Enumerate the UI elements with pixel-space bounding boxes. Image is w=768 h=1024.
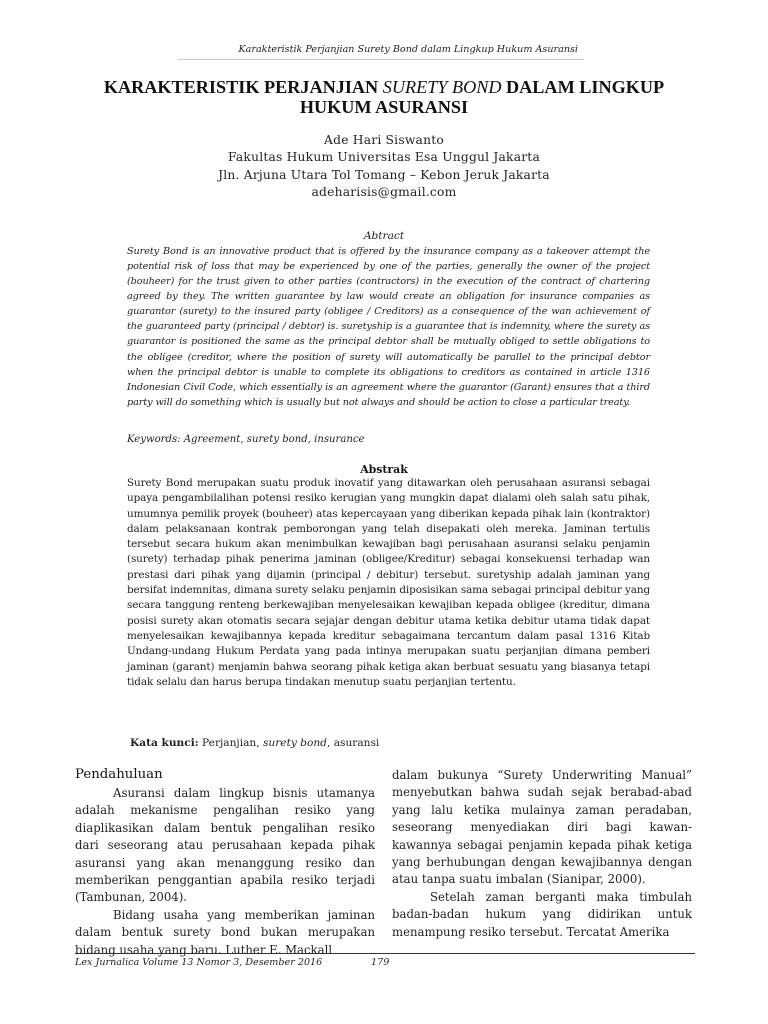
header-rule: [178, 59, 584, 60]
abstract-en-text: Surety Bond is an innovative product that is offered by the insurance company as a takeover attempt the potential risk of loss that may be experienced by one of the parties, generally the owner of the project (bouheer) for the trust given to other parties (contractors) in the execution of the contract of chartering agreed by they. The written guarantee by law would create an obligation for insurance companies as guarantor (surety) to the insured party (obligee / Creditors) as a consequence of the wan achievement of the guaranteed party (principal / debtor) is. suretyship is a guarantee that is indemnity, where the surety as guarantor is positioned the same as the principal debtor shall be mutually obliged to settle obligations to the obligee (creditor, where the position of surety will automatically be parallel to the principal debtor when the principal debtor is unable to complete its obligations to creditors as contained in article 1316 Indonesian Civil Code, which essentially is an agreement where the guarantor (Garant) ensures that a third party will do something which is usually but not always and should be action to close a particular treaty.: [127, 246, 650, 408]
footer-rule: [75, 953, 695, 954]
title-part1: KARAKTERISTIK PERJANJIAN: [103, 77, 383, 97]
title-line2: HUKUM ASURANSI: [299, 97, 469, 117]
keywords-en: Keywords: Agreement, surety bond, insurance: [127, 434, 365, 445]
body-column-left: [75, 765, 375, 959]
title-part2: DALAM LINGKUP: [501, 77, 665, 97]
author-name: Ade Hari Siswanto: [324, 133, 444, 147]
kata-kunci-label: Kata kunci:: [130, 737, 199, 749]
right-paragraph-1: dalam bukunya “Surety Underwriting Manual” menyebutkan bahwa sudah sejak berabad-abad yang lalu ketika mulainya zaman peradaban, seseorang menyediakan diri bagi kawan-kawannya sebagai penjamin kepada pihak ketiga yang berhubungan dengan kewajibannya dengan atau tanpa suatu imbalan (Sianipar, 2000).: [392, 768, 692, 887]
body-column-right: [392, 767, 692, 941]
left-paragraph-2: Bidang usaha yang memberikan jaminan dalam bentuk surety bond bukan merupakan bidang usaha yang baru. Luther E. Mackall: [75, 907, 375, 957]
section-heading-pendahuluan: Pendahuluan: [75, 767, 163, 782]
kata-kunci-2: surety bond: [262, 737, 327, 749]
running-header: Karakteristik Perjanjian Surety Bond dalam Lingkup Hukum Asuransi: [238, 44, 578, 55]
kata-kunci: [130, 737, 650, 749]
author-email: adeharisis@gmail.com: [311, 184, 457, 199]
abstrak-heading: Abstrak: [360, 463, 408, 476]
abstrak-text: Surety Bond merupakan suatu produk inovatif yang ditawarkan oleh perusahaan asuransi sebagai upaya pengambilalihan potensi resiko kerugian yang mungkin dapat dialami oleh salah satu pihak, umumnya pemilik proyek (bouheer) atas kepercayaan yang diberikan kepada pihak lain (kontraktor) dalam pelaksanaan kontrak pemborongan yang telah disepakati oleh mereka. Jaminan tertulis tersebut secara hukum akan menimbulkan kewajiban bagi perusahaan asuransi selaku penjamin (surety) terhadap pihak penerima jaminan (obligee/Kreditur) sebagai konsekuensi terhadap wan prestasi dari pihak yang dijamin (principal / debitur) tersebut. suretyship adalah jaminan yang bersifat indemnitas, dimana surety selaku penjamin diposisikan sama sebagai principal debitur yang secara tanggung renteng berkewajiban menyelesaikan kewajiban kepada obligee (kreditur, dimana posisi surety akan otomatis secara sejajar dengan debitur utama ketika debitur utama tidak dapat menyelesaikan kewajibannya kepada kreditur sebagaimana tercantum dalam pasal 1316 Kitab Undang-undang Hukum Perdata yang pada intinya merupakan suatu perjanjian dimana pemberi jaminan (garant) menjamin bahwa seorang pihak ketiga akan berbuat sesuatu yang biasanya tetapi tidak selalu dan harus berupa tindakan menutup suatu perjanjian tertentu.: [127, 477, 650, 688]
paper-title: [60, 77, 708, 117]
kata-kunci-3: , asuransi: [326, 737, 380, 749]
abstract-en-heading: Abtract: [363, 230, 405, 242]
footer-journal: Lex Jurnalica Volume 13 Nomor 3, Desember 2016: [75, 957, 323, 968]
author-address: Jln. Arjuna Utara Tol Tomang – Kebon Jeruk Jakarta: [218, 167, 550, 182]
footer-page-number: 179: [371, 957, 390, 968]
author-affiliation: Fakultas Hukum Universitas Esa Unggul Jakarta: [228, 150, 540, 165]
right-paragraph-2: Setelah zaman berganti maka timbulah badan-badan hukum yang didirikan untuk menampung resiko tersebut. Tercatat Amerika: [392, 889, 692, 939]
kata-kunci-1: Perjanjian,: [198, 737, 263, 749]
title-italic: SURETY BOND: [382, 77, 502, 97]
author-block: [0, 132, 768, 201]
left-paragraph-1: Asuransi dalam lingkup bisnis utamanya adalah mekanisme pengalihan resiko yang diaplikasikan dalam bentuk pengalihan resiko dari seseorang atau perusahaan kepada pihak asuransi yang akan menanggung resiko dan memberikan penggantian apabila resiko terjadi (Tambunan, 2004).: [75, 786, 375, 905]
